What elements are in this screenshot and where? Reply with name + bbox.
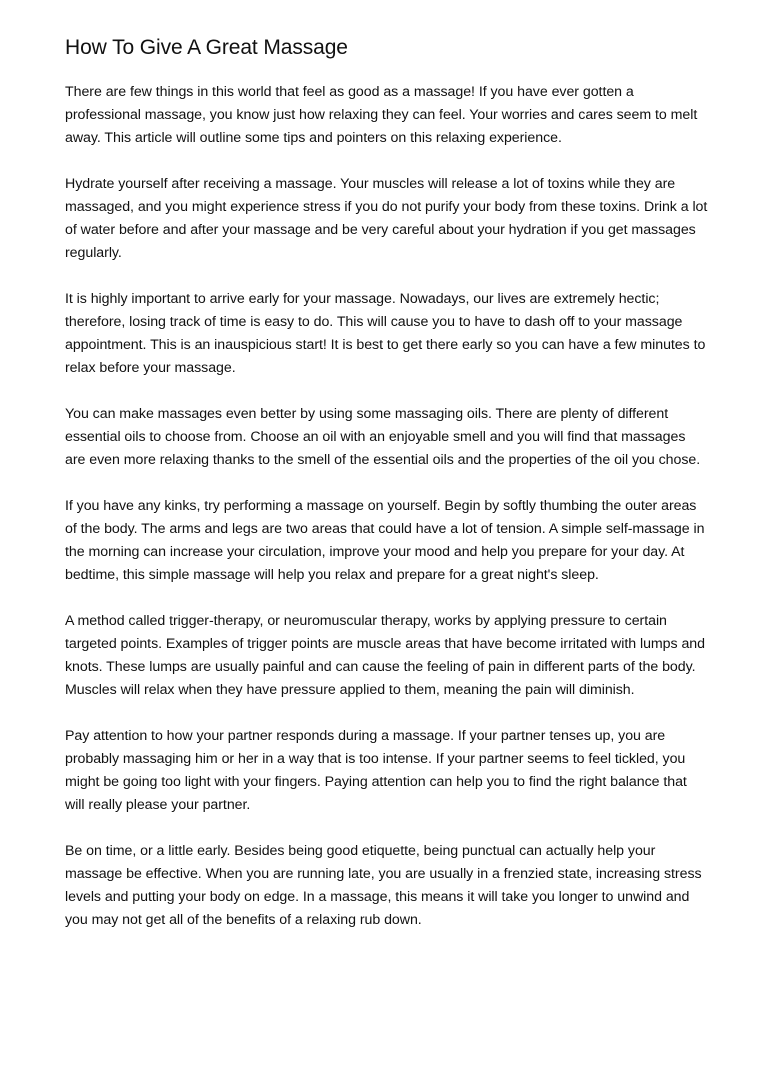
paragraph-hydrate: Hydrate yourself after receiving a massage. Your muscles will release a lot of toxins while they are massaged, and you might experience stress if you do not purify your body from these toxins. Drink a lot of water before and after your massage and be very careful about your hydration if you get massages regularly. bbox=[65, 176, 708, 261]
paragraph-partner-response: Pay attention to how your partner responds during a massage. If your partner tenses up, you are probably massaging him or her in a way that is too intense. If your partner seems to feel tickled, you might be going too light with your fingers. Paying attention can help you to find the right balance that will really please your partner. bbox=[65, 728, 687, 813]
paragraph-oils: You can make massages even better by using some massaging oils. There are plenty of different essential oils to choose from. Choose an oil with an enjoyable smell and you will find that massages are even more relaxing thanks to the smell of the essential oils and the properties of the oil you chose. bbox=[65, 406, 701, 468]
paragraph-be-on-time: Be on time, or a little early. Besides being good etiquette, being punctual can actually help your massage be effective. When you are running late, you are usually in a frenzied state, increasing stress levels and putting your body on edge. In a massage, this means it will take you longer to unwind and you may not get all of the benefits of a relaxing rub down. bbox=[65, 843, 702, 928]
paragraph-hydration-intro: There are few things in this world that feel as good as a massage! If you have ever gotten a professional massage, you know just how relaxing they can feel. Your worries and cares seem to melt away. This article will outline some tips and pointers on this relaxing experience. bbox=[65, 84, 698, 146]
paragraph-trigger-therapy: A method called trigger-therapy, or neuromuscular therapy, works by applying pressure to certain targeted points. Examples of trigger points are muscle areas that have become irritated with lumps and knots. These lumps are usually painful and can cause the feeling of pain in different parts of the body. Muscles will relax when they have pressure applied to them, meaning the pain will diminish. bbox=[65, 613, 705, 698]
paragraph-arrive-early: It is highly important to arrive early for your massage. Nowadays, our lives are extremely hectic; therefore, losing track of time is easy to do. This will cause you to have to dash off to your massage appointment. This is an inauspicious start! It is best to get there early so you can have a few minutes to relax before your massage. bbox=[65, 291, 706, 376]
paragraph-self-massage: If you have any kinks, try performing a massage on yourself. Begin by softly thumbing the outer areas of the body. The arms and legs are two areas that could have a lot of tension. A simple self-massage in the morning can increase your circulation, improve your mood and help you prepare for your day. At bedtime, this simple massage will help you relax and prepare for a great night's sleep. bbox=[65, 498, 705, 583]
page-title: How To Give A Great Massage bbox=[65, 36, 348, 59]
article-body bbox=[65, 81, 708, 932]
